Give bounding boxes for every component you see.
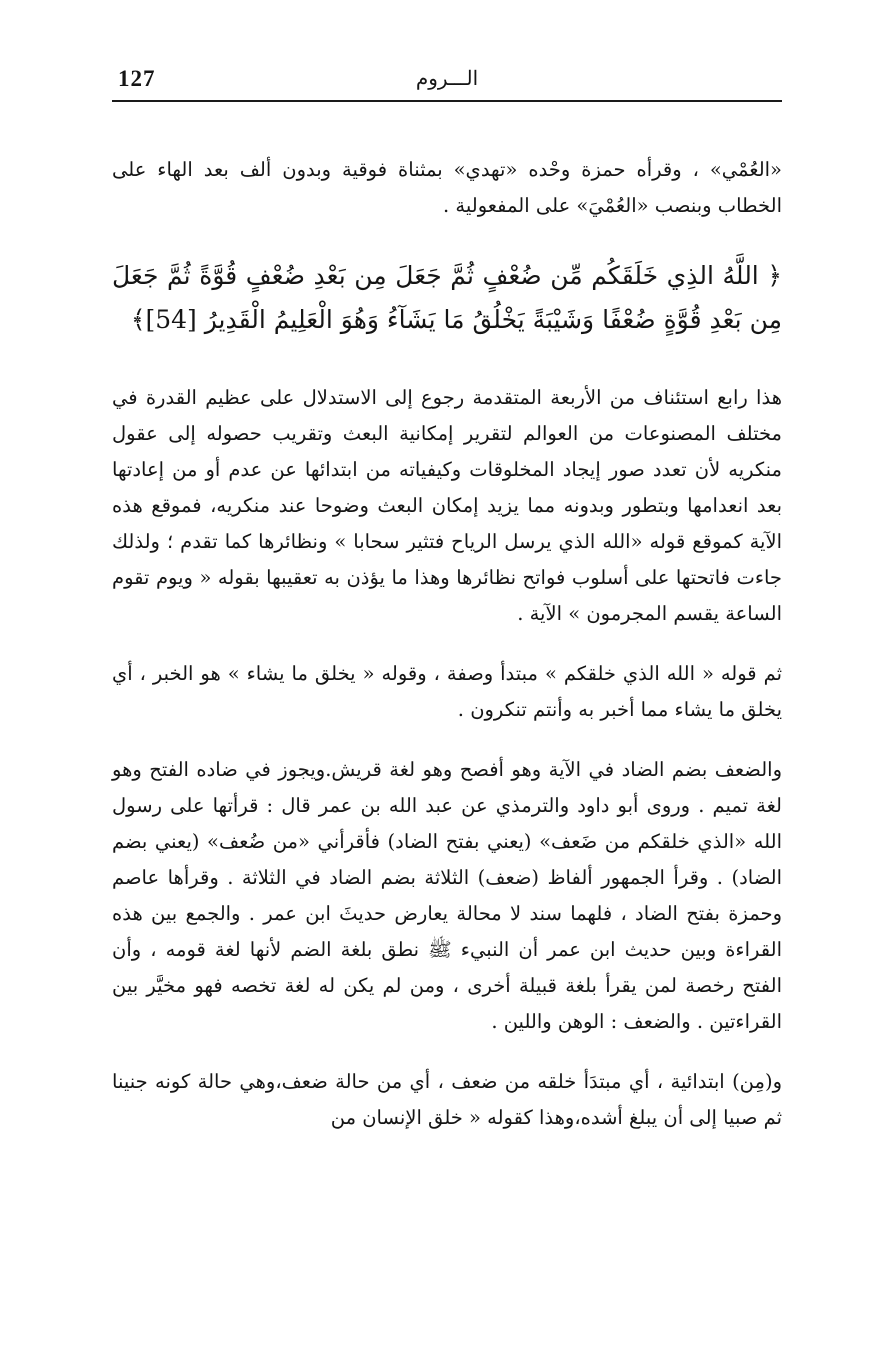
- page-body: [112, 152, 782, 1136]
- commentary-paragraph: والضعف بضم الضاد في الآية وهو أفصح وهو لغة قريش.ويجوز في ضاده الفتح وهو لغة تميم . وروى أبو داود والترمذي عن عبد الله بن عمر قال : قرأتها على رسول الله «الذي خلقكم من ضَعف» (يعني بفتح الضاد) فأقرأني «من ضُعف» (يعني بضم الضاد) . وقرأ الجمهور ألفاظ (ضعف) الثلاثة بضم الضاد في الثلاثة . وقرأها عاصم وحمزة بفتح الضاد ، فلهما سند لا محالة يعارض حديثَ ابن عمر . والجمع بين هذه القراءة وبين حديث ابن عمر أن النبيء ﷺ نطق بلغة الضم لأنها لغة قومه ، وأن الفتح رخصة لمن يقرأ بلغة قبيلة أخرى ، ومن لم يكن له لغة تخصه فهو مخيَّر بين القراءتين . والضعف : الوهن واللين .: [112, 758, 782, 1033]
- page-header: [112, 56, 782, 102]
- running-title: الـــروم: [415, 66, 479, 90]
- commentary-paragraph: هذا رابع استئناف من الأربعة المتقدمة رجوع إلى الاستدلال على عظيم القدرة في مختلف المصنوعات من العوالم لتقرير إمكانية البعث وتقريب حصوله إلى عقول منكريه لأن تعدد صور إيجاد المخلوقات وكيفياته من ابتدائها عن عدم أو من إعادتها بعد انعدامها وبتطور وبدونه مما يزيد إمكان البعث وضوحا عند منكريه، فموقع هذه الآية كموقع قوله «الله الذي يرسل الرياح فتثير سحابا » ونظائرها كما تقدم ؛ ولذلك جاءت فاتحتها على أسلوب فواتح نظائرها وهذا ما يؤذن به تعقيبها بقوله « ويوم تقوم الساعة يقسم المجرمون » الآية .: [112, 386, 782, 625]
- commentary-paragraph: و(مِن) ابتدائية ، أي مبتدَأ خلقه من ضعف ، أي من حالة ضعف،وهي حالة كونه جنينا ثم صبيا إلى أن يبلغ أشده،وهذا كقوله « خلق الإنسان من: [112, 1070, 782, 1129]
- page-number: 127: [118, 66, 156, 91]
- intro-paragraph: «العُمْي» ، وقرأه حمزة وحْده «تهدي» بمثناة فوقية وبدون ألف بعد الهاء على الخطاب وبنصب «العُمْيَ» على المفعولية .: [112, 158, 782, 217]
- book-page: [112, 56, 782, 1136]
- quran-verse: ﴿ اللَّهُ الذِي خَلَقَكُم مِّن ضُعْفٍ ثُمَّ جَعَلَ مِن بَعْدِ ضُعْفٍ قُوَّةً ثُمَّ جَعَلَ مِن بَعْدِ قُوَّةٍ ضُعْفًا وَشَيْبَةً يَخْلُقُ مَا يَشَآءُ وَهُوَ الْعَلِيمُ الْقَدِيرُ [54]﴾: [112, 261, 782, 334]
- commentary-paragraph: ثم قوله « الله الذي خلقكم » مبتدأ وصفة ، وقوله « يخلق ما يشاء » هو الخبر ، أي يخلق ما يشاء مما أخبر به وأنتم تنكرون .: [112, 662, 782, 721]
